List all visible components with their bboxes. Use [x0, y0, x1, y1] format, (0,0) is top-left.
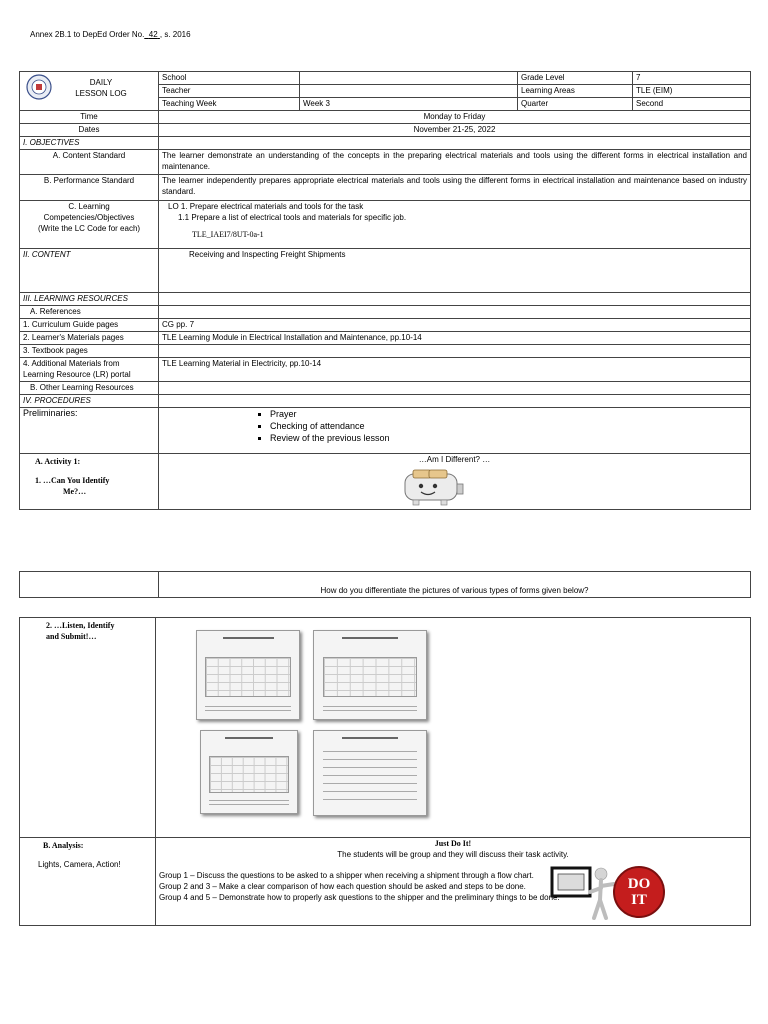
quarter-label: Quarter	[518, 98, 633, 111]
teaching-week-label: Teaching Week	[159, 98, 300, 111]
analysis-title: Just Do It!	[434, 839, 472, 848]
teaching-week-value: Week 3	[300, 98, 518, 111]
learners-materials-label: 2. Learner's Materials pages	[20, 332, 159, 345]
doc-title-line2: LESSON LOG	[75, 89, 127, 98]
forms-images-cell	[156, 618, 751, 838]
learning-areas-value: TLE (EIM)	[633, 85, 751, 98]
school-label: School	[159, 72, 300, 85]
analysis-label: B. Analysis:	[43, 841, 84, 850]
analysis-sublabel: Lights, Camera, Action!	[38, 860, 121, 869]
annex-suffix: , s. 2016	[159, 30, 191, 39]
preliminaries-label: Preliminaries:	[20, 408, 159, 454]
group-1-task: Group 1 – Discuss the questions to be asked to a shipper when receiving a shipment through a flow chart.	[159, 871, 534, 880]
curriculum-guide-label: 1. Curriculum Guide pages	[20, 319, 159, 332]
requisition-form-image	[196, 630, 300, 720]
activity-label: A. Activity 1:	[35, 457, 81, 466]
content-value: Receiving and Inspecting Freight Shipments	[159, 249, 751, 293]
analysis-content	[156, 838, 751, 926]
dates-value: November 21-25, 2022	[159, 124, 751, 137]
listen-label: 2. …Listen, Identify and Submit!…	[20, 618, 156, 838]
deped-seal-icon	[26, 74, 52, 100]
competencies-value	[159, 201, 751, 249]
lesson-log-table	[19, 71, 751, 510]
learners-materials-value: TLE Learning Module in Electrical Installation and Maintenance, pp.10-14	[159, 332, 751, 345]
references-label: A. References	[20, 306, 159, 319]
list-item: ▪ Prayer	[270, 408, 747, 420]
resources-heading: III. LEARNING RESOURCES	[20, 293, 159, 306]
objectives-heading: I. OBJECTIVES	[20, 137, 159, 150]
curriculum-guide-value: CG pp. 7	[159, 319, 751, 332]
time-value: Monday to Friday	[159, 111, 751, 124]
activity-label-cell	[20, 454, 159, 510]
quarter-value: Second	[633, 98, 751, 111]
content-standard-label: A. Content Standard	[20, 150, 159, 175]
group-3-task: Group 4 and 5 – Demonstrate how to properly ask questions to the shipper and the preliminary things to be done.	[159, 893, 560, 902]
lc-code: TLE_IAEI7/8UT-0a-1	[192, 230, 264, 239]
annex-number: 42	[148, 30, 158, 39]
analysis-table	[19, 617, 751, 926]
performance-standard-label: B. Performance Standard	[20, 175, 159, 201]
performance-standard-value: The learner independently prepares appropriate electrical materials and tools using the different forms in electrical installation and maintenance based on industry standard.	[159, 175, 751, 201]
content-standard-value: The learner demonstrate an understanding of the concepts in the preparing electrical materials and tools using the different forms in electrical installation and maintenance.	[159, 150, 751, 175]
group-2-task: Group 2 and 3 – Make a clear comparison of how each question should be asked and steps to be done.	[159, 882, 526, 891]
figure-pushing-icon	[586, 866, 616, 920]
list-item: ▪ Checking of attendance	[270, 420, 747, 432]
annex-prefix: Annex 2B.1 to DepEd Order No.	[30, 30, 145, 39]
activity-content	[159, 454, 751, 510]
badge-line-1: DO	[627, 876, 651, 892]
teacher-label: Teacher	[159, 85, 300, 98]
preliminaries-list	[159, 408, 751, 454]
annex-header	[30, 30, 191, 39]
additional-materials-label: 4. Additional Materials from Learning Resource (LR) portal	[20, 358, 159, 382]
teacher-value	[300, 85, 518, 98]
logo-cell	[20, 72, 159, 111]
analysis-intro: The students will be group and they will discuss their task activity.	[337, 850, 569, 859]
receiving-report-image	[313, 630, 427, 720]
time-label: Time	[20, 111, 159, 124]
dates-label: Dates	[20, 124, 159, 137]
invoice-form-image	[200, 730, 298, 814]
bill-of-lading-image	[313, 730, 427, 816]
learning-areas-label: Learning Areas	[518, 85, 633, 98]
sub-learning-outcome: 1.1 Prepare a list of electrical tools and materials for specific job.	[178, 213, 407, 222]
school-value	[300, 72, 518, 85]
activity-title: …Am I Different? …	[418, 455, 491, 464]
list-item: ▪ Review of the previous lesson	[270, 432, 747, 444]
do-it-badge	[613, 866, 665, 918]
procedures-heading: IV. PROCEDURES	[20, 395, 159, 408]
badge-line-2: IT	[631, 892, 647, 908]
question-text: How do you differentiate the pictures of various types of forms given below?	[159, 572, 751, 598]
additional-materials-value: TLE Learning Material in Electricity, pp.10-14	[159, 358, 751, 382]
grade-level-value: 7	[633, 72, 751, 85]
question-table	[19, 571, 751, 598]
textbook-label: 3. Textbook pages	[20, 345, 159, 358]
learning-outcome: LO 1. Prepare electrical materials and tools for the task	[168, 202, 364, 211]
content-heading: II. CONTENT	[20, 249, 159, 293]
other-resources-label: B. Other Learning Resources	[20, 382, 159, 395]
toaster-mascot-icon	[399, 466, 469, 508]
competencies-label: C. Learning Competencies/Objectives (Write the LC Code for each)	[20, 201, 159, 249]
doc-title-line1: DAILY	[89, 78, 113, 87]
activity-sub-label: 1. …Can You Identify Me?…	[35, 476, 110, 496]
analysis-label-cell	[20, 838, 156, 926]
grade-level-label: Grade Level	[518, 72, 633, 85]
